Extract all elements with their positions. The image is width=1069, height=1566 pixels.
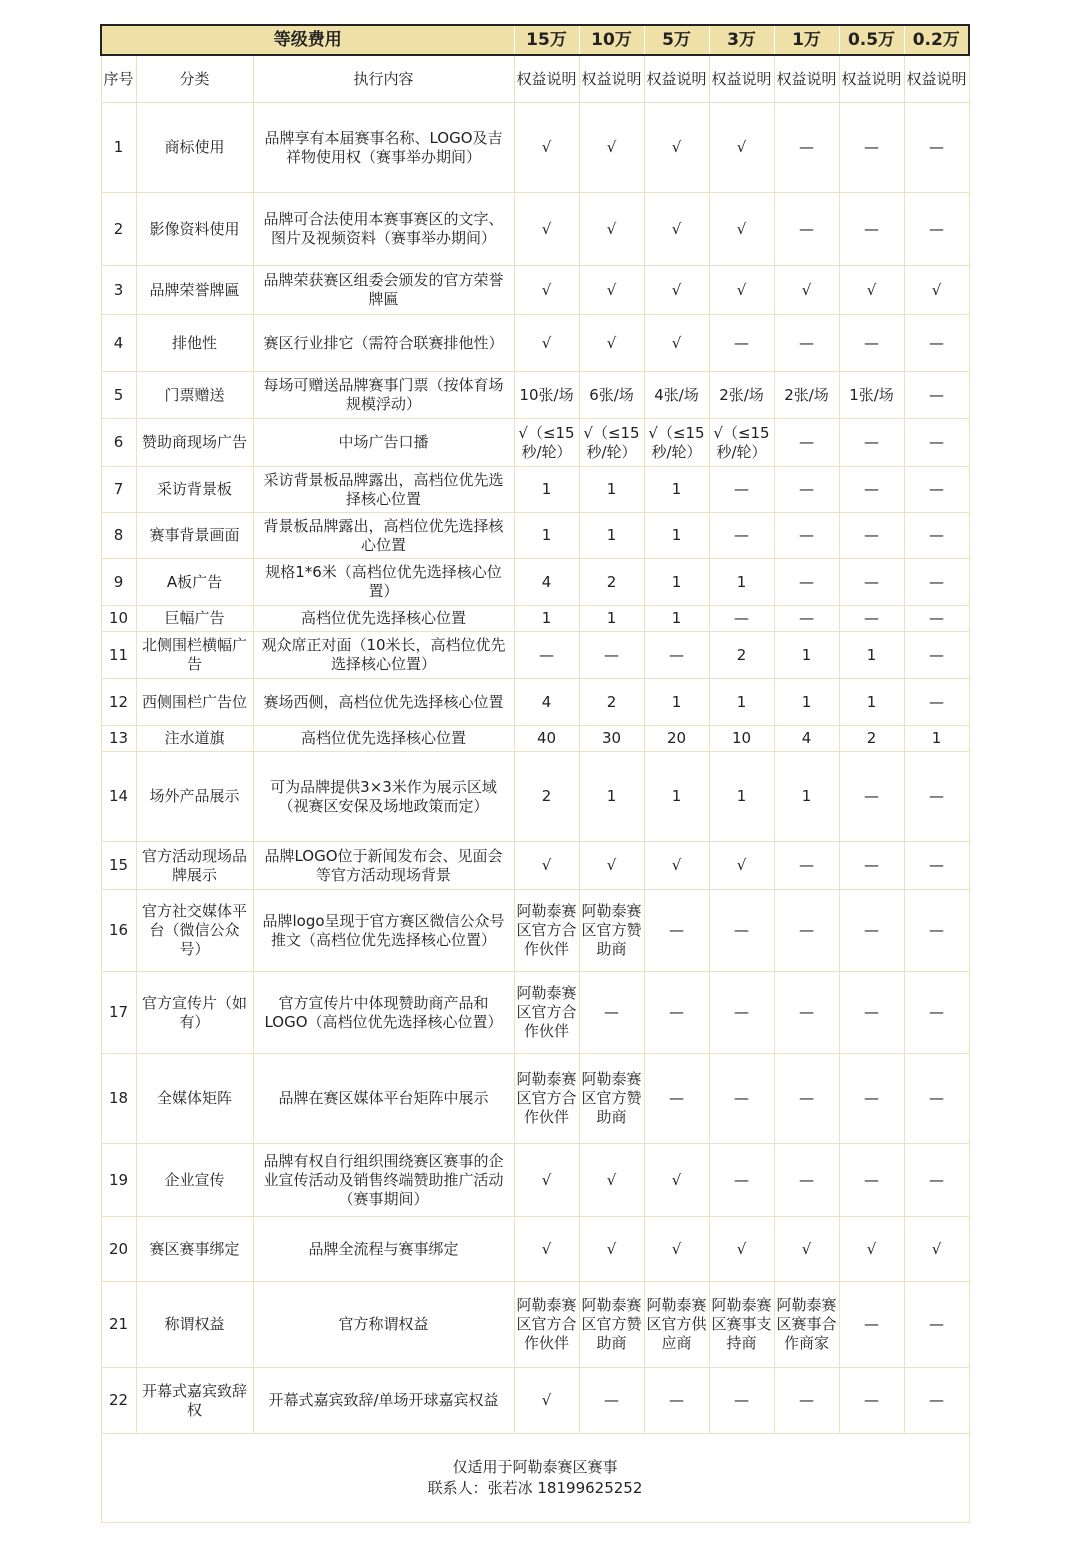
tier-value-cell: — xyxy=(904,842,969,890)
table-row xyxy=(101,193,969,266)
tier-value-cell: 1 xyxy=(839,632,904,679)
tier-value-cell: — xyxy=(774,1144,839,1217)
tier-value-cell: 4 xyxy=(514,559,579,606)
tier-value-cell: √ xyxy=(514,266,579,315)
row-category: 品牌荣誉牌匾 xyxy=(136,266,253,315)
table-row xyxy=(101,726,969,752)
tier-value-cell: — xyxy=(709,890,774,972)
row-number: 3 xyxy=(101,266,136,315)
tier-value-cell: 1 xyxy=(514,467,579,513)
tier-value-cell: √ xyxy=(774,1217,839,1282)
tier-value-cell: √（≤15秒/轮） xyxy=(514,419,579,467)
tier-value-cell: — xyxy=(774,315,839,372)
tier-value-cell: — xyxy=(709,315,774,372)
tier-value-cell: 1 xyxy=(839,679,904,726)
row-number: 17 xyxy=(101,972,136,1054)
row-category: 官方社交媒体平台（微信公众号） xyxy=(136,890,253,972)
tier-value-cell: √（≤15秒/轮） xyxy=(709,419,774,467)
tier-value-cell: √ xyxy=(709,842,774,890)
tier-header: 15万 xyxy=(514,25,579,55)
table-row xyxy=(101,1217,969,1282)
footer-row xyxy=(101,1434,969,1523)
tier-value-cell: 1 xyxy=(709,559,774,606)
row-number: 2 xyxy=(101,193,136,266)
row-number: 18 xyxy=(101,1054,136,1144)
tier-value-cell: — xyxy=(644,890,709,972)
tier-value-cell: — xyxy=(774,1368,839,1434)
tier-value-cell: — xyxy=(904,513,969,559)
tier-value-cell: — xyxy=(904,467,969,513)
tier-value-cell: — xyxy=(774,103,839,193)
tier-value-cell: 2张/场 xyxy=(709,372,774,419)
tier-value-cell: √ xyxy=(904,1217,969,1282)
tier-value-cell: — xyxy=(904,606,969,632)
tier-value-cell: 40 xyxy=(514,726,579,752)
col-header-tier: 权益说明 xyxy=(579,55,644,103)
row-content: 高档位优先选择核心位置 xyxy=(253,726,514,752)
tier-value-cell: √（≤15秒/轮） xyxy=(579,419,644,467)
sponsorship-table-sheet xyxy=(100,24,968,1523)
tier-header: 1万 xyxy=(774,25,839,55)
tier-value-cell: 1 xyxy=(644,679,709,726)
table-row xyxy=(101,315,969,372)
row-number: 22 xyxy=(101,1368,136,1434)
table-row xyxy=(101,1054,969,1144)
tier-value-cell: — xyxy=(709,1368,774,1434)
tier-value-cell: — xyxy=(579,1368,644,1434)
row-content: 官方称谓权益 xyxy=(253,1282,514,1368)
tier-value-cell: √ xyxy=(579,842,644,890)
tier-value-cell: √ xyxy=(644,842,709,890)
sponsorship-table xyxy=(100,24,970,1523)
tier-value-cell: 1 xyxy=(774,679,839,726)
tier-value-cell: — xyxy=(839,315,904,372)
table-row xyxy=(101,1282,969,1368)
table-row xyxy=(101,972,969,1054)
row-category: 采访背景板 xyxy=(136,467,253,513)
tier-value-cell: √ xyxy=(709,193,774,266)
tier-value-cell: 4 xyxy=(774,726,839,752)
tier-value-cell: 阿勒泰赛区官方赞助商 xyxy=(579,1282,644,1368)
col-header-tier: 权益说明 xyxy=(839,55,904,103)
tier-value-cell: 阿勒泰赛区赛事合作商家 xyxy=(774,1282,839,1368)
row-content: 每场可赠送品牌赛事门票（按体育场规模浮动） xyxy=(253,372,514,419)
footer-note: 仅适用于阿勒泰赛区赛事 xyxy=(452,1458,618,1476)
row-category: 赛事背景画面 xyxy=(136,513,253,559)
col-header-tier: 权益说明 xyxy=(644,55,709,103)
tier-value-cell: 2 xyxy=(839,726,904,752)
tier-value-cell: 阿勒泰赛区官方赞助商 xyxy=(579,890,644,972)
tier-value-cell: — xyxy=(774,559,839,606)
row-content: 官方宣传片中体现赞助商产品和LOGO（高档位优先选择核心位置） xyxy=(253,972,514,1054)
tier-value-cell: 阿勒泰赛区官方供应商 xyxy=(644,1282,709,1368)
tier-value-cell: — xyxy=(774,1054,839,1144)
tier-value-cell: 1 xyxy=(774,632,839,679)
row-number: 8 xyxy=(101,513,136,559)
tier-value-cell: 10张/场 xyxy=(514,372,579,419)
tier-header: 0.5万 xyxy=(839,25,904,55)
row-category: 企业宣传 xyxy=(136,1144,253,1217)
tier-value-cell: √ xyxy=(514,315,579,372)
tier-value-cell: 30 xyxy=(579,726,644,752)
row-number: 15 xyxy=(101,842,136,890)
row-content: 品牌有权自行组织围绕赛区赛事的企业宣传活动及销售终端赞助推广活动（赛事期间） xyxy=(253,1144,514,1217)
tier-value-cell: — xyxy=(904,632,969,679)
tier-value-cell: 1 xyxy=(514,513,579,559)
table-row xyxy=(101,1144,969,1217)
table-row xyxy=(101,1368,969,1434)
tier-value-cell: — xyxy=(644,1054,709,1144)
row-number: 6 xyxy=(101,419,136,467)
tier-value-cell: 1 xyxy=(644,513,709,559)
table-row xyxy=(101,419,969,467)
tier-header: 10万 xyxy=(579,25,644,55)
tier-value-cell: — xyxy=(839,419,904,467)
tier-value-cell: √ xyxy=(904,266,969,315)
tier-value-cell: — xyxy=(839,559,904,606)
tier-value-cell: — xyxy=(579,632,644,679)
row-content: 规格1*6米（高档位优先选择核心位置） xyxy=(253,559,514,606)
row-number: 13 xyxy=(101,726,136,752)
tier-value-cell: — xyxy=(579,972,644,1054)
tier-value-cell: √ xyxy=(579,193,644,266)
header-title: 等级费用 xyxy=(101,25,514,55)
row-number: 16 xyxy=(101,890,136,972)
row-category: 官方宣传片（如有） xyxy=(136,972,253,1054)
tier-value-cell: — xyxy=(904,1054,969,1144)
tier-value-cell: √ xyxy=(644,193,709,266)
row-content: 可为品牌提供3×3米作为展示区域（视赛区安保及场地政策而定） xyxy=(253,752,514,842)
row-category: 开幕式嘉宾致辞权 xyxy=(136,1368,253,1434)
row-number: 14 xyxy=(101,752,136,842)
row-number: 19 xyxy=(101,1144,136,1217)
row-category: 官方活动现场品牌展示 xyxy=(136,842,253,890)
tier-value-cell: √ xyxy=(644,315,709,372)
tier-value-cell: √（≤15秒/轮） xyxy=(644,419,709,467)
row-content: 品牌享有本届赛事名称、LOGO及吉祥物使用权（赛事举办期间） xyxy=(253,103,514,193)
col-header-content: 执行内容 xyxy=(253,55,514,103)
row-content: 赛区行业排它（需符合联赛排他性） xyxy=(253,315,514,372)
table-row xyxy=(101,513,969,559)
tier-value-cell: — xyxy=(839,1368,904,1434)
tier-value-cell: — xyxy=(904,103,969,193)
tier-value-cell: — xyxy=(904,972,969,1054)
tier-value-cell: — xyxy=(774,193,839,266)
tier-value-cell: 2 xyxy=(709,632,774,679)
tier-value-cell: — xyxy=(709,606,774,632)
table-row xyxy=(101,266,969,315)
row-content: 观众席正对面（10米长，高档位优先选择核心位置） xyxy=(253,632,514,679)
row-number: 12 xyxy=(101,679,136,726)
tier-value-cell: — xyxy=(904,419,969,467)
tier-value-cell: — xyxy=(839,103,904,193)
tier-value-cell: √ xyxy=(839,266,904,315)
tier-value-cell: 1 xyxy=(774,752,839,842)
tier-value-cell: — xyxy=(774,606,839,632)
col-header-tier: 权益说明 xyxy=(904,55,969,103)
row-content: 中场广告口播 xyxy=(253,419,514,467)
tier-value-cell: — xyxy=(774,890,839,972)
tier-value-cell: — xyxy=(839,1054,904,1144)
tier-value-cell: — xyxy=(839,1144,904,1217)
table-row xyxy=(101,890,969,972)
tier-value-cell: √ xyxy=(839,1217,904,1282)
tier-value-cell: √ xyxy=(774,266,839,315)
tier-value-cell: √ xyxy=(514,193,579,266)
row-category: 商标使用 xyxy=(136,103,253,193)
tier-value-cell: — xyxy=(644,632,709,679)
row-category: 称谓权益 xyxy=(136,1282,253,1368)
tier-value-cell: 阿勒泰赛区官方合作伙伴 xyxy=(514,1054,579,1144)
row-category: 巨幅广告 xyxy=(136,606,253,632)
tier-value-cell: 1 xyxy=(709,679,774,726)
tier-value-cell: — xyxy=(709,467,774,513)
row-category: 门票赠送 xyxy=(136,372,253,419)
tier-value-cell: 1 xyxy=(904,726,969,752)
tier-value-cell: — xyxy=(904,1144,969,1217)
tier-value-cell: — xyxy=(839,890,904,972)
tier-value-cell: 6张/场 xyxy=(579,372,644,419)
tier-value-cell: — xyxy=(904,1282,969,1368)
row-number: 1 xyxy=(101,103,136,193)
row-number: 21 xyxy=(101,1282,136,1368)
tier-value-cell: — xyxy=(774,842,839,890)
tier-value-cell: √ xyxy=(709,1217,774,1282)
tier-value-cell: 1 xyxy=(579,467,644,513)
row-category: 场外产品展示 xyxy=(136,752,253,842)
tier-value-cell: 1 xyxy=(644,467,709,513)
footer-cell xyxy=(101,1434,969,1523)
table-row xyxy=(101,679,969,726)
tier-value-cell: — xyxy=(709,1054,774,1144)
row-number: 7 xyxy=(101,467,136,513)
tier-value-cell: 1 xyxy=(644,559,709,606)
col-header-tier: 权益说明 xyxy=(709,55,774,103)
tier-value-cell: — xyxy=(839,513,904,559)
tier-header: 5万 xyxy=(644,25,709,55)
tier-value-cell: 4张/场 xyxy=(644,372,709,419)
row-category: 排他性 xyxy=(136,315,253,372)
tier-value-cell: — xyxy=(904,890,969,972)
row-number: 5 xyxy=(101,372,136,419)
tier-value-cell: √ xyxy=(514,842,579,890)
row-category: 西侧围栏广告位 xyxy=(136,679,253,726)
tier-value-cell: √ xyxy=(514,1217,579,1282)
tier-value-cell: 1 xyxy=(579,606,644,632)
tier-value-cell: 20 xyxy=(644,726,709,752)
row-content: 赛场西侧，高档位优先选择核心位置 xyxy=(253,679,514,726)
tier-value-cell: — xyxy=(709,1144,774,1217)
tier-value-cell: 阿勒泰赛区官方合作伙伴 xyxy=(514,890,579,972)
tier-value-cell: 2 xyxy=(579,679,644,726)
tier-value-cell: — xyxy=(904,752,969,842)
header-row xyxy=(101,25,969,55)
tier-value-cell: √ xyxy=(644,1144,709,1217)
tier-value-cell: √ xyxy=(709,266,774,315)
tier-value-cell: 1 xyxy=(709,752,774,842)
table-row xyxy=(101,467,969,513)
tier-value-cell: 10 xyxy=(709,726,774,752)
col-header-tier: 权益说明 xyxy=(774,55,839,103)
tier-value-cell: — xyxy=(839,842,904,890)
tier-value-cell: — xyxy=(774,419,839,467)
tier-value-cell: 1 xyxy=(644,752,709,842)
tier-value-cell: — xyxy=(839,193,904,266)
row-content: 品牌全流程与赛事绑定 xyxy=(253,1217,514,1282)
row-content: 开幕式嘉宾致辞/单场开球嘉宾权益 xyxy=(253,1368,514,1434)
tier-value-cell: √ xyxy=(579,315,644,372)
table-row xyxy=(101,103,969,193)
tier-value-cell: 1 xyxy=(579,752,644,842)
row-category: 注水道旗 xyxy=(136,726,253,752)
tier-value-cell: — xyxy=(904,559,969,606)
row-content: 品牌荣获赛区组委会颁发的官方荣誉牌匾 xyxy=(253,266,514,315)
tier-value-cell: — xyxy=(644,972,709,1054)
row-content: 品牌logo呈现于官方赛区微信公众号推文（高档位优先选择核心位置） xyxy=(253,890,514,972)
tier-value-cell: — xyxy=(839,1282,904,1368)
row-content: 高档位优先选择核心位置 xyxy=(253,606,514,632)
tier-value-cell: √ xyxy=(514,1144,579,1217)
tier-value-cell: 2 xyxy=(579,559,644,606)
row-number: 9 xyxy=(101,559,136,606)
tier-value-cell: √ xyxy=(514,1368,579,1434)
tier-value-cell: 1 xyxy=(644,606,709,632)
row-number: 20 xyxy=(101,1217,136,1282)
tier-value-cell: 阿勒泰赛区官方合作伙伴 xyxy=(514,1282,579,1368)
tier-value-cell: — xyxy=(839,467,904,513)
tier-value-cell: √ xyxy=(579,103,644,193)
tier-value-cell: — xyxy=(839,972,904,1054)
tier-header: 3万 xyxy=(709,25,774,55)
footer-contact: 联系人：张若冰 18199625252 xyxy=(427,1479,643,1497)
tier-value-cell: 2张/场 xyxy=(774,372,839,419)
tier-value-cell: — xyxy=(904,372,969,419)
row-category: 北侧围栏横幅广告 xyxy=(136,632,253,679)
table-row xyxy=(101,606,969,632)
tier-value-cell: 1张/场 xyxy=(839,372,904,419)
tier-value-cell: √ xyxy=(514,103,579,193)
col-header-category: 分类 xyxy=(136,55,253,103)
tier-value-cell: — xyxy=(774,972,839,1054)
row-content: 背景板品牌露出，高档位优先选择核心位置 xyxy=(253,513,514,559)
tier-value-cell: 阿勒泰赛区官方赞助商 xyxy=(579,1054,644,1144)
tier-value-cell: — xyxy=(709,972,774,1054)
col-header-no: 序号 xyxy=(101,55,136,103)
tier-value-cell: √ xyxy=(644,103,709,193)
tier-value-cell: — xyxy=(904,315,969,372)
tier-value-cell: 2 xyxy=(514,752,579,842)
tier-value-cell: √ xyxy=(579,266,644,315)
tier-value-cell: — xyxy=(904,193,969,266)
row-content: 品牌LOGO位于新闻发布会、见面会等官方活动现场背景 xyxy=(253,842,514,890)
row-category: 全媒体矩阵 xyxy=(136,1054,253,1144)
table-row xyxy=(101,372,969,419)
table-row xyxy=(101,842,969,890)
tier-value-cell: — xyxy=(709,513,774,559)
row-category: 影像资料使用 xyxy=(136,193,253,266)
tier-header: 0.2万 xyxy=(904,25,969,55)
tier-value-cell: √ xyxy=(709,103,774,193)
tier-value-cell: — xyxy=(644,1368,709,1434)
tier-value-cell: — xyxy=(839,752,904,842)
row-content: 采访背景板品牌露出，高档位优先选择核心位置 xyxy=(253,467,514,513)
row-category: 赛区赛事绑定 xyxy=(136,1217,253,1282)
row-content: 品牌可合法使用本赛事赛区的文字、图片及视频资料（赛事举办期间） xyxy=(253,193,514,266)
tier-value-cell: — xyxy=(774,467,839,513)
tier-value-cell: — xyxy=(904,1368,969,1434)
tier-value-cell: √ xyxy=(579,1217,644,1282)
tier-value-cell: √ xyxy=(579,1144,644,1217)
row-number: 4 xyxy=(101,315,136,372)
row-category: 赞助商现场广告 xyxy=(136,419,253,467)
tier-value-cell: — xyxy=(904,679,969,726)
tier-value-cell: √ xyxy=(644,266,709,315)
row-number: 10 xyxy=(101,606,136,632)
row-content: 品牌在赛区媒体平台矩阵中展示 xyxy=(253,1054,514,1144)
subheader-row xyxy=(101,55,969,103)
col-header-tier: 权益说明 xyxy=(514,55,579,103)
tier-value-cell: 1 xyxy=(514,606,579,632)
tier-value-cell: — xyxy=(514,632,579,679)
table-row xyxy=(101,559,969,606)
tier-value-cell: √ xyxy=(644,1217,709,1282)
tier-value-cell: — xyxy=(774,513,839,559)
tier-value-cell: 阿勒泰赛区官方合作伙伴 xyxy=(514,972,579,1054)
row-category: A板广告 xyxy=(136,559,253,606)
tier-value-cell: — xyxy=(839,606,904,632)
row-number: 11 xyxy=(101,632,136,679)
tier-value-cell: 阿勒泰赛区赛事支持商 xyxy=(709,1282,774,1368)
table-row xyxy=(101,752,969,842)
table-row xyxy=(101,632,969,679)
tier-value-cell: 1 xyxy=(579,513,644,559)
tier-value-cell: 4 xyxy=(514,679,579,726)
